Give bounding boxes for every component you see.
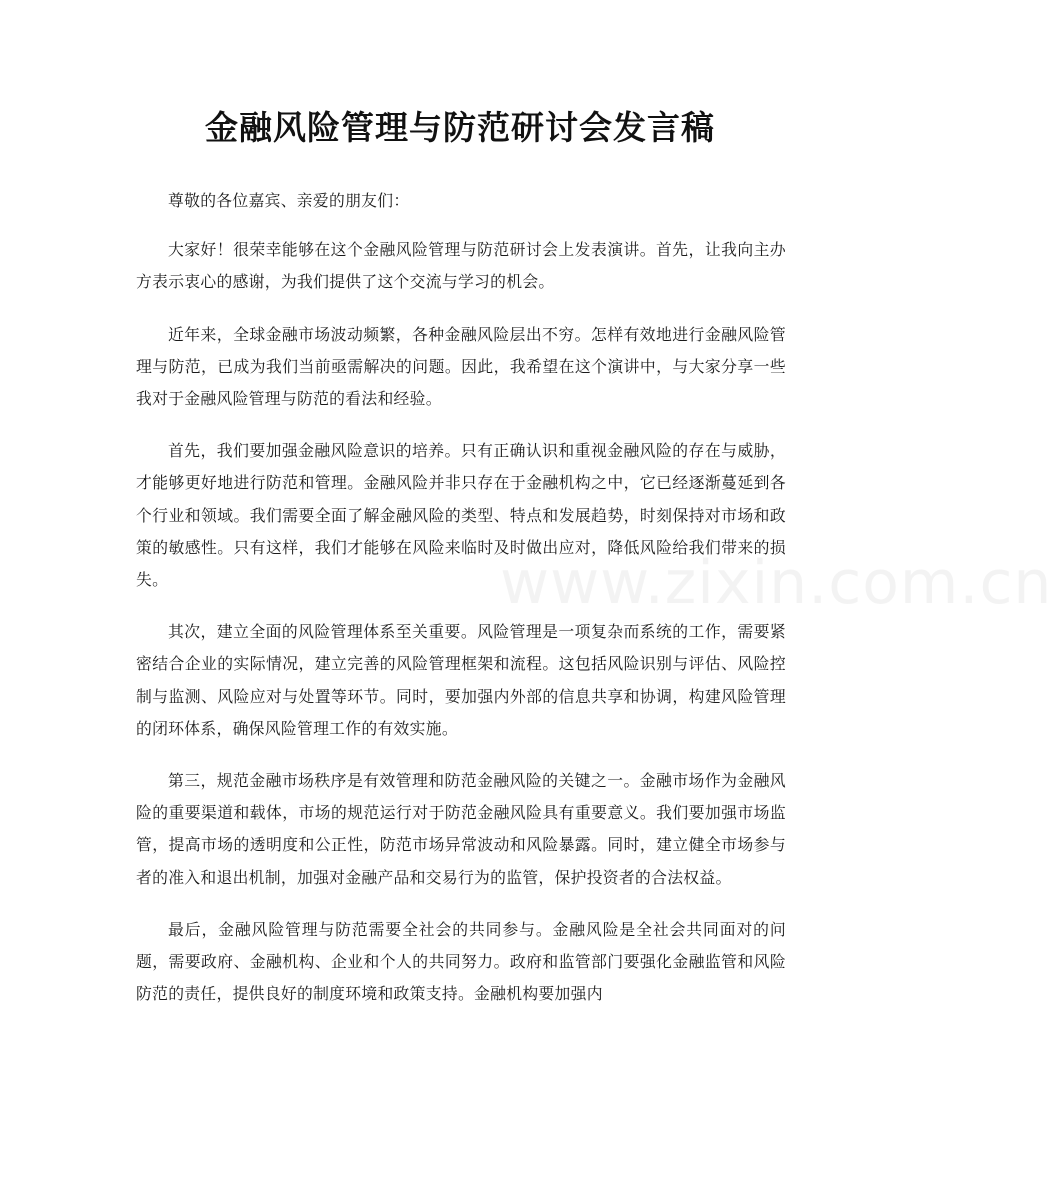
third-point-paragraph: 第三，规范金融市场秩序是有效管理和防范金融风险的关键之一。金融市场作为金融风险的重要渠道和载体，市场的规范运行对于防范金融风险具有重要意义。我们要加强市场监管，提高市场的透明度和公正性，防范市场异常波动和风险暴露。同时，建立健全市场参与者的准入和退出机制，加强对金融产品和交易行为的监管，保护投资者的合法权益。 [136, 771, 786, 887]
document-title: 金融风险管理与防范研讨会发言稿 [205, 108, 715, 147]
document-body [136, 185, 786, 1030]
second-point-paragraph: 其次，建立全面的风险管理体系至关重要。风险管理是一项复杂而系统的工作，需要紧密结合企业的实际情况，建立完善的风险管理框架和流程。这包括风险识别与评估、风险控制与监测、风险应对与处置等环节。同时，要加强内外部的信息共享和协调，构建风险管理的闭环体系，确保风险管理工作的有效实施。 [136, 622, 786, 738]
final-point-paragraph: 最后，金融风险管理与防范需要全社会的共同参与。金融风险是全社会共同面对的问题，需要政府、金融机构、企业和个人的共同努力。政府和监管部门要强化金融监管和风险防范的责任，提供良好的制度环境和政策支持。金融机构要加强内 [136, 919, 786, 1004]
first-point-paragraph: 首先，我们要加强金融风险意识的培养。只有正确认识和重视金融风险的存在与威胁，才能够更好地进行防范和管理。金融风险并非只存在于金融机构之中，它已经逐渐蔓延到各个行业和领域。我们需要全面了解金融风险的类型、特点和发展趋势，时刻保持对市场和政策的敏感性。只有这样，我们才能够在风险来临时及时做出应对，降低风险给我们带来的损失。 [136, 441, 786, 590]
salutation-paragraph: 尊敬的各位嘉宾、亲爱的朋友们： [168, 191, 410, 210]
background-paragraph: 近年来，全球金融市场波动频繁，各种金融风险层出不穷。怎样有效地进行金融风险管理与防范，已成为我们当前亟需解决的问题。因此，我希望在这个演讲中，与大家分享一些我对于金融风险管理与防范的看法和经验。 [136, 324, 786, 409]
watermark: www.zixin.com.cn [500, 548, 1052, 618]
opening-paragraph: 大家好！很荣幸能够在这个金融风险管理与防范研讨会上发表演讲。首先，让我向主办方表示衷心的感谢，为我们提供了这个交流与学习的机会。 [136, 240, 786, 292]
